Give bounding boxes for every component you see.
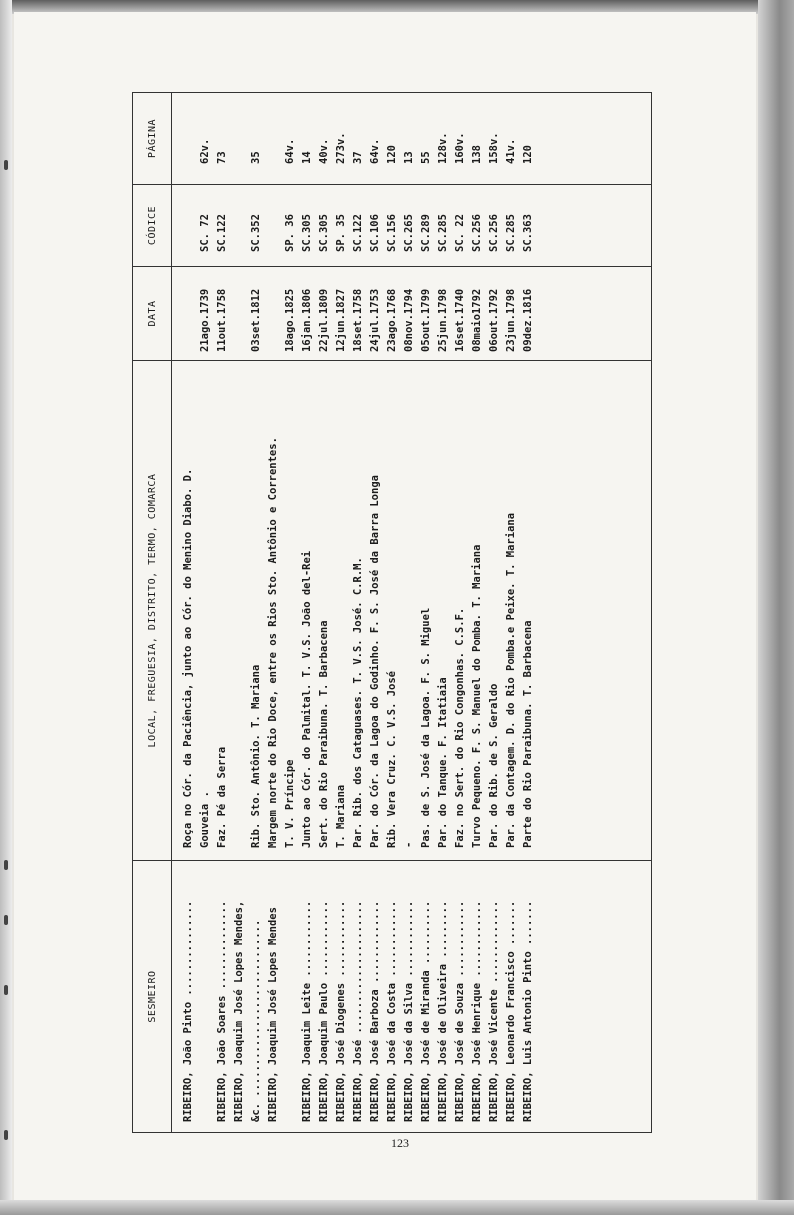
data-entry: 21ago.1739	[199, 288, 211, 352]
binding-hole	[4, 160, 8, 170]
data-entry: 03set.1812	[250, 288, 262, 352]
codice-entry: SC.156	[386, 214, 398, 252]
sesmeiro-entry: RIBEIRO, Leonardo Francisco .......	[505, 900, 517, 1122]
codice-entry	[231, 191, 248, 260]
data-entry	[265, 273, 282, 354]
codice-entry: SP. 36	[284, 214, 296, 252]
sesmeiro-entry: RIBEIRO, José de Miranda ..........	[420, 900, 432, 1122]
sesmeiro-entry: RIBEIRO, José da Silva ............	[403, 900, 415, 1122]
scan-left-edge	[0, 0, 12, 1215]
header-data: DATA	[133, 267, 172, 361]
pagina-entry: 64v.	[369, 138, 381, 164]
sesmeiro-entry: &c. ............................	[250, 919, 262, 1122]
sesmeiro-entry: RIBEIRO, José Vicente .............	[488, 900, 500, 1122]
pagina-entry: 14	[301, 151, 313, 164]
sesmarias-table	[132, 93, 652, 1133]
data-entry: 11out.1758	[216, 288, 228, 352]
scan-bottom-edge	[0, 1200, 794, 1215]
table-header-row	[133, 93, 172, 1133]
sesmeiro-entry: RIBEIRO, José de Souza ............	[454, 900, 466, 1122]
data-entry: 09dez.1816	[522, 288, 534, 352]
pagina-entry: 62v.	[199, 138, 211, 164]
scan-right-edge	[758, 0, 794, 1215]
local-entry: Margem norte do Rio Doce, entre os Rios Sto. Antônio e Correntes.	[267, 437, 279, 848]
header-sesmeiro: SESMEIRO	[133, 861, 172, 1133]
sesmeiro-entry: RIBEIRO, José Henrique ............	[471, 900, 483, 1122]
sesmeiro-entry: RIBEIRO, José de Oliveira .........	[437, 900, 449, 1122]
local-entry: -	[403, 841, 415, 848]
local-entry: Turvo Pequeno. F. S. Manuel do Pomba. T. Mariana	[471, 544, 483, 848]
codice-entry: SP. 35	[335, 214, 347, 252]
pagina-entry: 138	[471, 145, 483, 164]
data-entry: 12jun.1827	[335, 288, 347, 352]
sesmeiro-entry: RIBEIRO, José da Costa ............	[386, 900, 398, 1122]
data-entry: 16set.1740	[454, 288, 466, 352]
local-entry: Faz. Pé da Serra	[216, 746, 228, 848]
pagina-entry: 40v.	[318, 138, 330, 164]
sesmeiro-entry: RIBEIRO, Joaquim Leite ............	[301, 900, 313, 1122]
column-local	[172, 361, 652, 861]
pagina-entry: 120	[522, 145, 534, 164]
local-entry: Sert. do Rio Paraibuna. T. Barbacena	[318, 620, 330, 848]
binding-hole	[4, 915, 8, 925]
codice-entry: SC. 22	[454, 214, 466, 252]
pagina-entry: 37	[352, 151, 364, 164]
codice-entry: SC.122	[352, 214, 364, 252]
pagina-entry: 273v.	[335, 132, 347, 164]
codice-entry: SC.256	[471, 214, 483, 252]
data-entry: 23jun.1798	[505, 288, 517, 352]
sesmarias-register-table	[132, 92, 652, 1133]
codice-entry: SC.352	[250, 214, 262, 252]
data-entry	[180, 273, 197, 354]
page-number: 123	[391, 1136, 409, 1150]
header-codice: CÓDICE	[133, 185, 172, 267]
local-entry: T. V. Príncipe	[284, 759, 296, 848]
data-entry: 16jan.1806	[301, 288, 313, 352]
codice-entry: SC. 72	[199, 214, 211, 252]
codice-entry	[265, 191, 282, 260]
binding-hole	[4, 985, 8, 995]
pagina-entry: 55	[420, 151, 432, 164]
data-entry: 08maio1792	[471, 288, 483, 352]
codice-entry: SC.305	[301, 214, 313, 252]
codice-entry: SC.285	[437, 214, 449, 252]
local-entry: Rib. Vera Cruz. C. V.S. José	[386, 670, 398, 848]
local-entry: Par. do Tanque. F. Itatiaia	[437, 677, 449, 848]
pagina-entry	[231, 99, 248, 178]
pagina-entry: 64v.	[284, 138, 296, 164]
codice-entry: SC.289	[420, 214, 432, 252]
local-entry: Par. do Rib. de S. Geraldo	[488, 683, 500, 848]
sesmeiro-entry: RIBEIRO, José Barboza .............	[369, 900, 381, 1122]
local-entry: Par. Rib. dos Cataguases. T. V.S. José. C.R.M.	[352, 557, 364, 848]
codice-entry: SC.256	[488, 214, 500, 252]
data-entry: 08nov.1794	[403, 288, 415, 352]
data-entry: 18set.1758	[352, 288, 364, 352]
pagina-entry: 120	[386, 145, 398, 164]
sesmeiro-entry: RIBEIRO, José Diogenes ............	[335, 900, 347, 1122]
data-entry: 23ago.1768	[386, 288, 398, 352]
sesmeiro-entry: RIBEIRO, José .....................	[352, 900, 364, 1122]
column-codice	[172, 185, 652, 267]
pagina-entry	[265, 99, 282, 178]
pagina-entry: 158v.	[488, 132, 500, 164]
header-local: LOCAL, FREGUESIA, DISTRITO, TERMO, COMARCA	[133, 361, 172, 861]
codice-entry: SC.122	[216, 214, 228, 252]
sesmeiro-entry: RIBEIRO, João Pinto ...............	[182, 900, 194, 1122]
local-entry: T. Mariana	[335, 784, 347, 848]
column-sesmeiro	[172, 861, 652, 1133]
local-entry	[231, 367, 248, 854]
codice-entry: SC.305	[318, 214, 330, 252]
local-entry: Rib. Sto. Antônio. T. Mariana	[250, 664, 262, 848]
data-entry: 05out.1799	[420, 288, 432, 352]
local-entry: Faz. no Sert. do Rio Congonhas. C.S.F.	[454, 607, 466, 848]
data-entry: 25jun.1798	[437, 288, 449, 352]
pagina-entry: 73	[216, 151, 228, 164]
codice-entry: SC.265	[403, 214, 415, 252]
sesmeiro-entry: RIBEIRO, Luis Antonio Pinto .......	[522, 900, 534, 1122]
local-entry: Roça no Cór. da Paciência, junto ao Cór. do Menino Diabo. D.	[182, 468, 194, 848]
sesmeiro-entry: RIBEIRO, Joaquim Paulo ............	[318, 900, 330, 1122]
column-data	[172, 267, 652, 361]
local-entry: Par. da Contagem. D. do Rio Pomba.e Peixe. T. Mariana	[505, 512, 517, 848]
data-entry: 22jul.1809	[318, 288, 330, 352]
local-entry: Gouveia .	[199, 791, 211, 848]
data-entry: 18ago.1825	[284, 288, 296, 352]
codice-entry: SC.363	[522, 214, 534, 252]
sesmeiro-entry	[197, 867, 214, 1126]
codice-entry: SC.106	[369, 214, 381, 252]
binding-hole	[4, 1130, 8, 1140]
pagina-entry: 128v.	[437, 132, 449, 164]
sesmeiro-entry: RIBEIRO, João Soares ..............	[216, 900, 228, 1122]
data-entry: 06out.1792	[488, 288, 500, 352]
data-entry: 24jul.1753	[369, 288, 381, 352]
data-entry	[231, 273, 248, 354]
local-entry: Par. do Cór. da Lagoa do Godinho. F. S. José da Barra Longa	[369, 475, 381, 848]
table-body-row	[172, 93, 652, 1133]
local-entry: Parte do Rio Paraibuna. T. Barbacena	[522, 620, 534, 848]
pagina-entry: 41v.	[505, 138, 517, 164]
binding-hole	[4, 860, 8, 870]
sesmeiro-entry: RIBEIRO, Joaquim José Lopes Mendes,	[233, 900, 245, 1122]
local-entry: Pas. de S. José da Lagoa. F. S. Miguel	[420, 607, 432, 848]
header-pagina: PÁGINA	[133, 93, 172, 185]
codice-entry: SC.285	[505, 214, 517, 252]
pagina-entry	[180, 99, 197, 178]
pagina-entry: 160v.	[454, 132, 466, 164]
codice-entry	[180, 191, 197, 260]
local-entry: Junto ao Cór. do Palmital. T. V.S. João del-Rei	[301, 550, 313, 848]
pagina-entry: 13	[403, 151, 415, 164]
column-pagina	[172, 93, 652, 185]
sesmeiro-entry	[282, 867, 299, 1126]
sesmeiro-entry: RIBEIRO, Joaquim José Lopes Mendes	[267, 907, 279, 1122]
pagina-entry: 35	[250, 151, 262, 164]
